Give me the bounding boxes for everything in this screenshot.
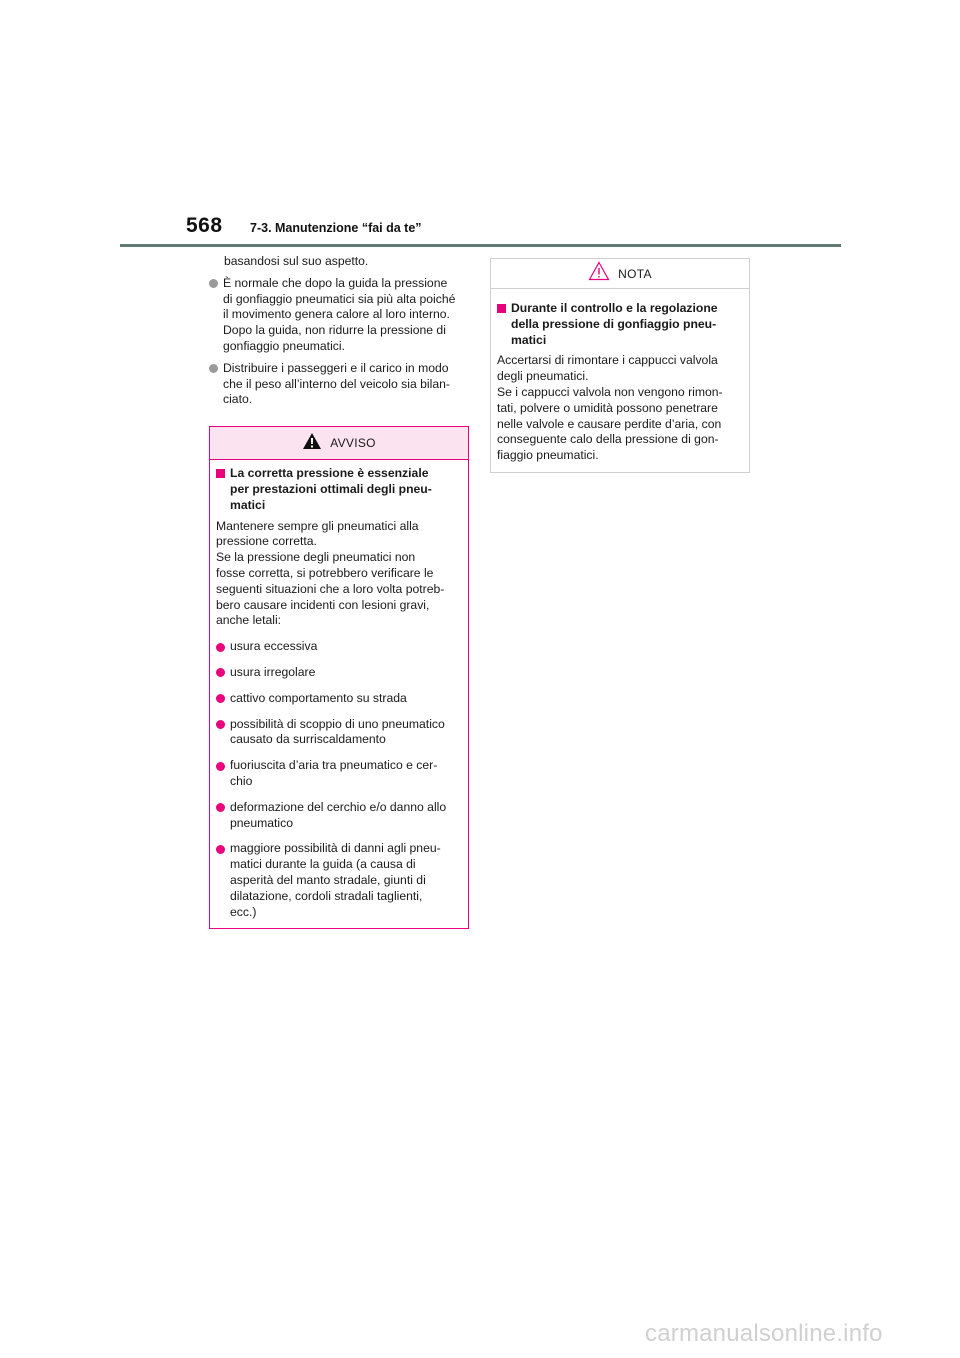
text-line: fiaggio pneumatici. xyxy=(497,448,599,463)
text-line: il movimento genera calore al loro interno. xyxy=(223,307,450,322)
text-line: gonfiaggio pneumatici. xyxy=(223,338,345,353)
caution-triangle-outline-icon xyxy=(588,261,610,286)
text-line: degli pneumatici. xyxy=(497,369,589,384)
text-line: matici xyxy=(511,332,547,347)
text-line: usura irregolare xyxy=(230,664,316,679)
text-line: possibilità di scoppio di uno pneumatico xyxy=(230,716,445,731)
text-line: Se i cappucci valvola non vengono rimon- xyxy=(497,384,723,399)
warning-box-header xyxy=(210,427,468,460)
text-line: pneumatico xyxy=(230,815,294,830)
continuation-text: basandosi sul suo aspetto. xyxy=(224,254,369,268)
list-item xyxy=(216,841,462,920)
warning-title xyxy=(216,466,462,513)
text-line: matici xyxy=(230,497,266,512)
text-line: tati, polvere o umidità possono penetrare xyxy=(497,400,718,415)
text-line: seguenti situazioni che a loro volta potreb- xyxy=(216,581,445,596)
text-line: fosse corretta, si potrebbero verificare le xyxy=(216,565,434,580)
square-bullet-icon xyxy=(216,469,225,478)
header-rule xyxy=(120,244,841,247)
bullet-icon xyxy=(209,364,218,373)
list-item xyxy=(216,800,462,832)
text-line: causato da surriscaldamento xyxy=(230,732,386,747)
list-item xyxy=(209,361,469,408)
text-line: Accertarsi di rimontare i cappucci valvola xyxy=(497,353,718,368)
text-line: nelle valvole e causare perdite d’aria, con xyxy=(497,416,722,431)
list-item xyxy=(216,758,462,790)
text-line: per prestazioni ottimali degli pneu- xyxy=(230,481,432,496)
text-line: della pressione di gonfiaggio pneu- xyxy=(511,316,717,331)
text-line: Mantenere sempre gli pneumatici alla xyxy=(216,518,419,533)
right-column xyxy=(490,258,750,473)
note-label: NOTA xyxy=(618,266,652,281)
square-bullet-icon xyxy=(497,304,506,313)
list-item xyxy=(209,276,469,355)
text-line: cattivo comportamento su strada xyxy=(230,690,407,705)
list-item xyxy=(216,691,462,707)
warning-box xyxy=(209,426,469,929)
bullet-icon xyxy=(216,845,225,854)
note-body xyxy=(497,353,743,464)
text-line: pressione corretta. xyxy=(216,534,317,549)
left-column xyxy=(209,254,469,929)
text-line: deformazione del cerchio e/o danno allo xyxy=(230,799,447,814)
bullet-icon xyxy=(216,694,225,703)
text-line: matici durante la guida (a causa di xyxy=(230,857,416,872)
list-item xyxy=(216,717,462,749)
text-line: chio xyxy=(230,773,253,788)
text-line: Se la pressione degli pneumatici non xyxy=(216,550,416,565)
text-line: usura eccessiva xyxy=(230,639,318,654)
bullet-icon xyxy=(216,803,225,812)
text-line: La corretta pressione è essenziale xyxy=(230,466,429,481)
warning-triangle-icon xyxy=(302,432,322,455)
text-line: È normale che dopo la guida la pressione xyxy=(223,275,448,290)
page-number: 568 xyxy=(186,214,223,237)
bullet-icon xyxy=(216,668,225,677)
list-item xyxy=(216,665,462,681)
note-box-header xyxy=(491,259,749,289)
text-line: anche letali: xyxy=(216,613,282,628)
text-line: conseguente calo della pressione di gon- xyxy=(497,432,719,447)
bullet-icon xyxy=(216,762,225,771)
list-item xyxy=(216,639,462,655)
text-line: dilatazione, cordoli stradali taglienti, xyxy=(230,888,423,903)
text-line: di gonfiaggio pneumatici sia più alta poiché xyxy=(223,291,456,306)
bullet-icon xyxy=(216,643,225,652)
text-line: che il peso all’interno del veicolo sia bilan- xyxy=(223,376,450,391)
text-line: Durante il controllo e la regolazione xyxy=(511,301,718,315)
section-title: 7-3. Manutenzione “fai da te” xyxy=(250,221,422,235)
watermark: carmanualsonline.info xyxy=(645,1320,883,1347)
text-line: Distribuire i passeggeri e il carico in modo xyxy=(223,360,449,375)
bullet-icon xyxy=(216,720,225,729)
text-line: maggiore possibilità di danni agli pneu- xyxy=(230,841,441,856)
text-line: ciato. xyxy=(223,392,253,407)
text-line: asperità del manto stradale, giunti di xyxy=(230,872,426,887)
text-line: ecc.) xyxy=(230,904,257,919)
text-line: fuoriuscita d’aria tra pneumatico e cer- xyxy=(230,758,438,773)
warning-body xyxy=(216,519,462,630)
note-title xyxy=(497,301,743,348)
text-line: bero causare incidenti con lesioni gravi, xyxy=(216,597,430,612)
bullet-icon xyxy=(209,279,218,288)
note-box xyxy=(490,258,750,473)
text-line: Dopo la guida, non ridurre la pressione di xyxy=(223,323,446,338)
warning-label: AVVISO xyxy=(330,436,376,451)
